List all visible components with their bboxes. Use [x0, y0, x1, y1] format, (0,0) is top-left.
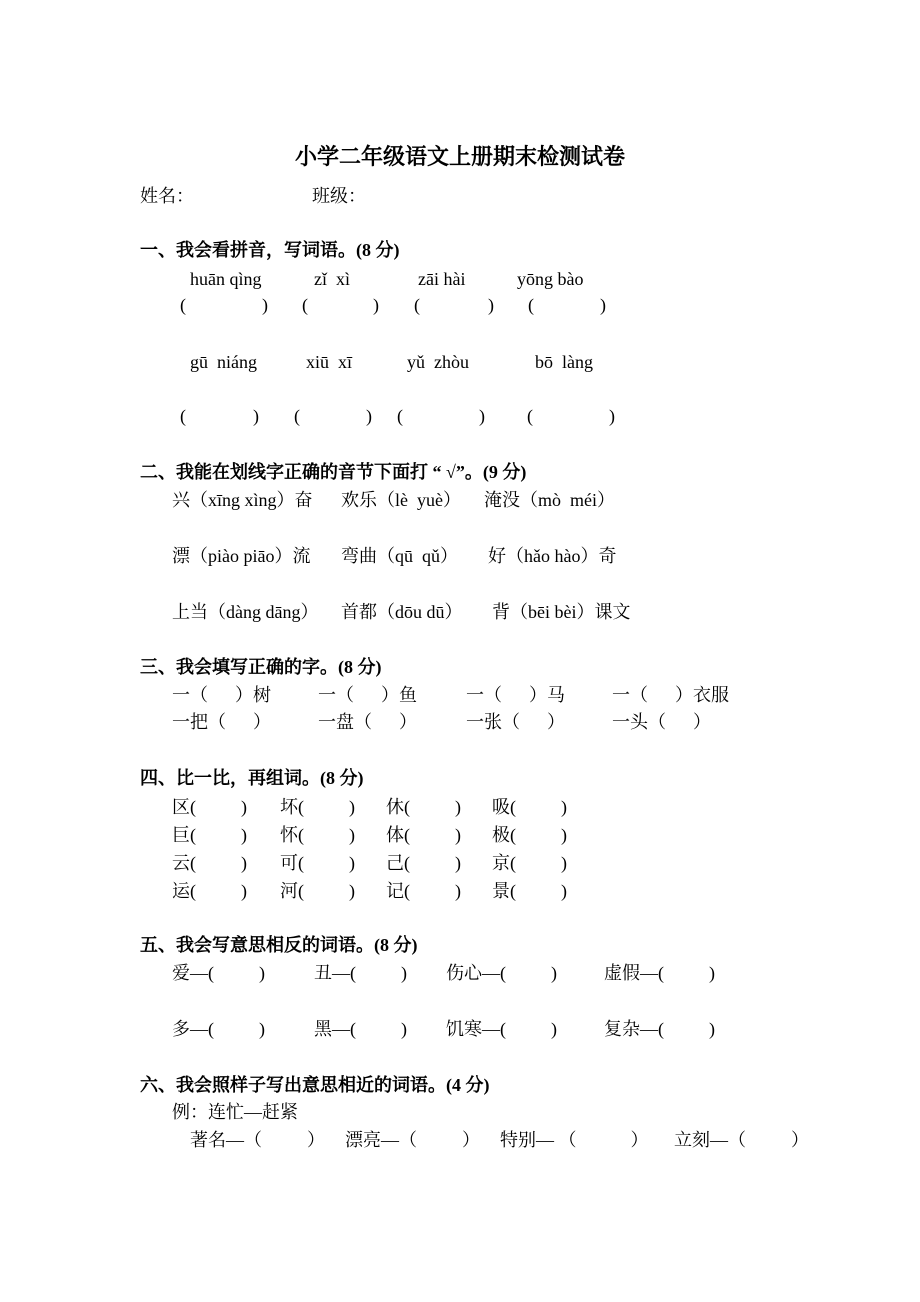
question-item: 巨( )	[172, 825, 247, 845]
question-item: 虚假—( )	[604, 963, 715, 983]
pinyin: yōng bào	[517, 269, 584, 289]
question-item: 记( )	[386, 881, 461, 901]
question-item: 运( )	[172, 881, 247, 901]
paren: (	[180, 406, 186, 426]
paren: )	[600, 295, 606, 315]
pinyin: zǐ xì	[314, 269, 350, 289]
question-item: 复杂—( )	[604, 1019, 715, 1039]
paren: )	[479, 406, 485, 426]
section-3-heading: 三、我会填写正确的字。(8 分)	[140, 657, 382, 677]
paren: (	[302, 295, 308, 315]
question-item: 欢乐（lè yuè）	[341, 490, 461, 510]
paren: )	[488, 295, 494, 315]
section-2-heading: 二、我能在划线字正确的音节下面打 “ √”。(9 分)	[140, 462, 527, 482]
question-item: 伤心—( )	[446, 963, 557, 983]
pinyin: huān qìng	[190, 269, 262, 289]
question-item: 体( )	[386, 825, 461, 845]
question-item: 坏( )	[280, 797, 355, 817]
pinyin: xiū xī	[306, 352, 353, 372]
question-item: 漂（piào piāo）流	[172, 546, 311, 566]
paren: )	[262, 295, 268, 315]
question-item: 特别— （ ）	[500, 1130, 649, 1150]
question-item: 弯曲（qū qǔ）	[341, 546, 458, 566]
question-item: 首都（dōu dū）	[341, 602, 463, 622]
question-item: 可( )	[280, 853, 355, 873]
section-4-heading: 四、比一比，再组词。(8 分)	[140, 768, 364, 788]
paren: (	[180, 295, 186, 315]
question-item: 爱—( )	[172, 963, 265, 983]
question-item: 淹没（mò méi）	[484, 490, 615, 510]
paren: (	[294, 406, 300, 426]
question-item: 河( )	[280, 881, 355, 901]
paren: )	[609, 406, 615, 426]
pinyin: zāi hài	[418, 269, 466, 289]
question-item: 一头（ ）	[612, 712, 711, 732]
paren: (	[414, 295, 420, 315]
question-item: 吸( )	[492, 797, 567, 817]
question-item: 京( )	[492, 853, 567, 873]
section-1-heading: 一、我会看拼音，写词语。(8 分)	[140, 240, 400, 260]
question-item: 一（ ）树	[172, 685, 271, 705]
paren: (	[528, 295, 534, 315]
paren: (	[397, 406, 403, 426]
pinyin: yǔ zhòu	[407, 352, 469, 372]
question-item: 立刻—（ ）	[674, 1130, 809, 1150]
question-item: 一把（ ）	[172, 712, 271, 732]
question-item: 丑—( )	[314, 963, 407, 983]
question-item: 漂亮—（ ）	[345, 1130, 480, 1150]
paren: )	[253, 406, 259, 426]
question-item: 一张（ ）	[466, 712, 565, 732]
question-item: 云( )	[172, 853, 247, 873]
question-item: 一（ ）马	[466, 685, 565, 705]
question-item: 怀( )	[280, 825, 355, 845]
paren: )	[373, 295, 379, 315]
question-item: 区( )	[172, 797, 247, 817]
name-label: 姓名：	[140, 186, 194, 206]
paren: (	[527, 406, 533, 426]
question-item: 一盘（ ）	[318, 712, 417, 732]
pinyin: bō làng	[535, 352, 593, 372]
question-item: 黑—( )	[314, 1019, 407, 1039]
question-item: 饥寒—( )	[446, 1019, 557, 1039]
question-item: 休( )	[386, 797, 461, 817]
question-item: 一（ ）衣服	[612, 685, 729, 705]
question-item: 极( )	[492, 825, 567, 845]
paren: )	[366, 406, 372, 426]
example-text: 例：连忙—赶紧	[172, 1102, 298, 1122]
page-title: 小学二年级语文上册期末检测试卷	[294, 144, 625, 169]
section-5-heading: 五、我会写意思相反的词语。(8 分)	[140, 935, 418, 955]
question-item: 上当（dàng dāng）	[172, 602, 319, 622]
question-item: 景( )	[492, 881, 567, 901]
question-item: 背（bēi bèi）课文	[492, 602, 631, 622]
question-item: 一（ ）鱼	[318, 685, 417, 705]
question-item: 己( )	[386, 853, 461, 873]
question-item: 著名—（ ）	[190, 1130, 325, 1150]
question-item: 好（hǎo hào）奇	[488, 546, 617, 566]
class-label: 班级：	[312, 186, 366, 206]
pinyin: gū niáng	[190, 352, 257, 372]
section-6-heading: 六、我会照样子写出意思相近的词语。(4 分)	[140, 1075, 490, 1095]
question-item: 兴（xīng xìng）奋	[172, 490, 313, 510]
question-item: 多—( )	[172, 1019, 265, 1039]
